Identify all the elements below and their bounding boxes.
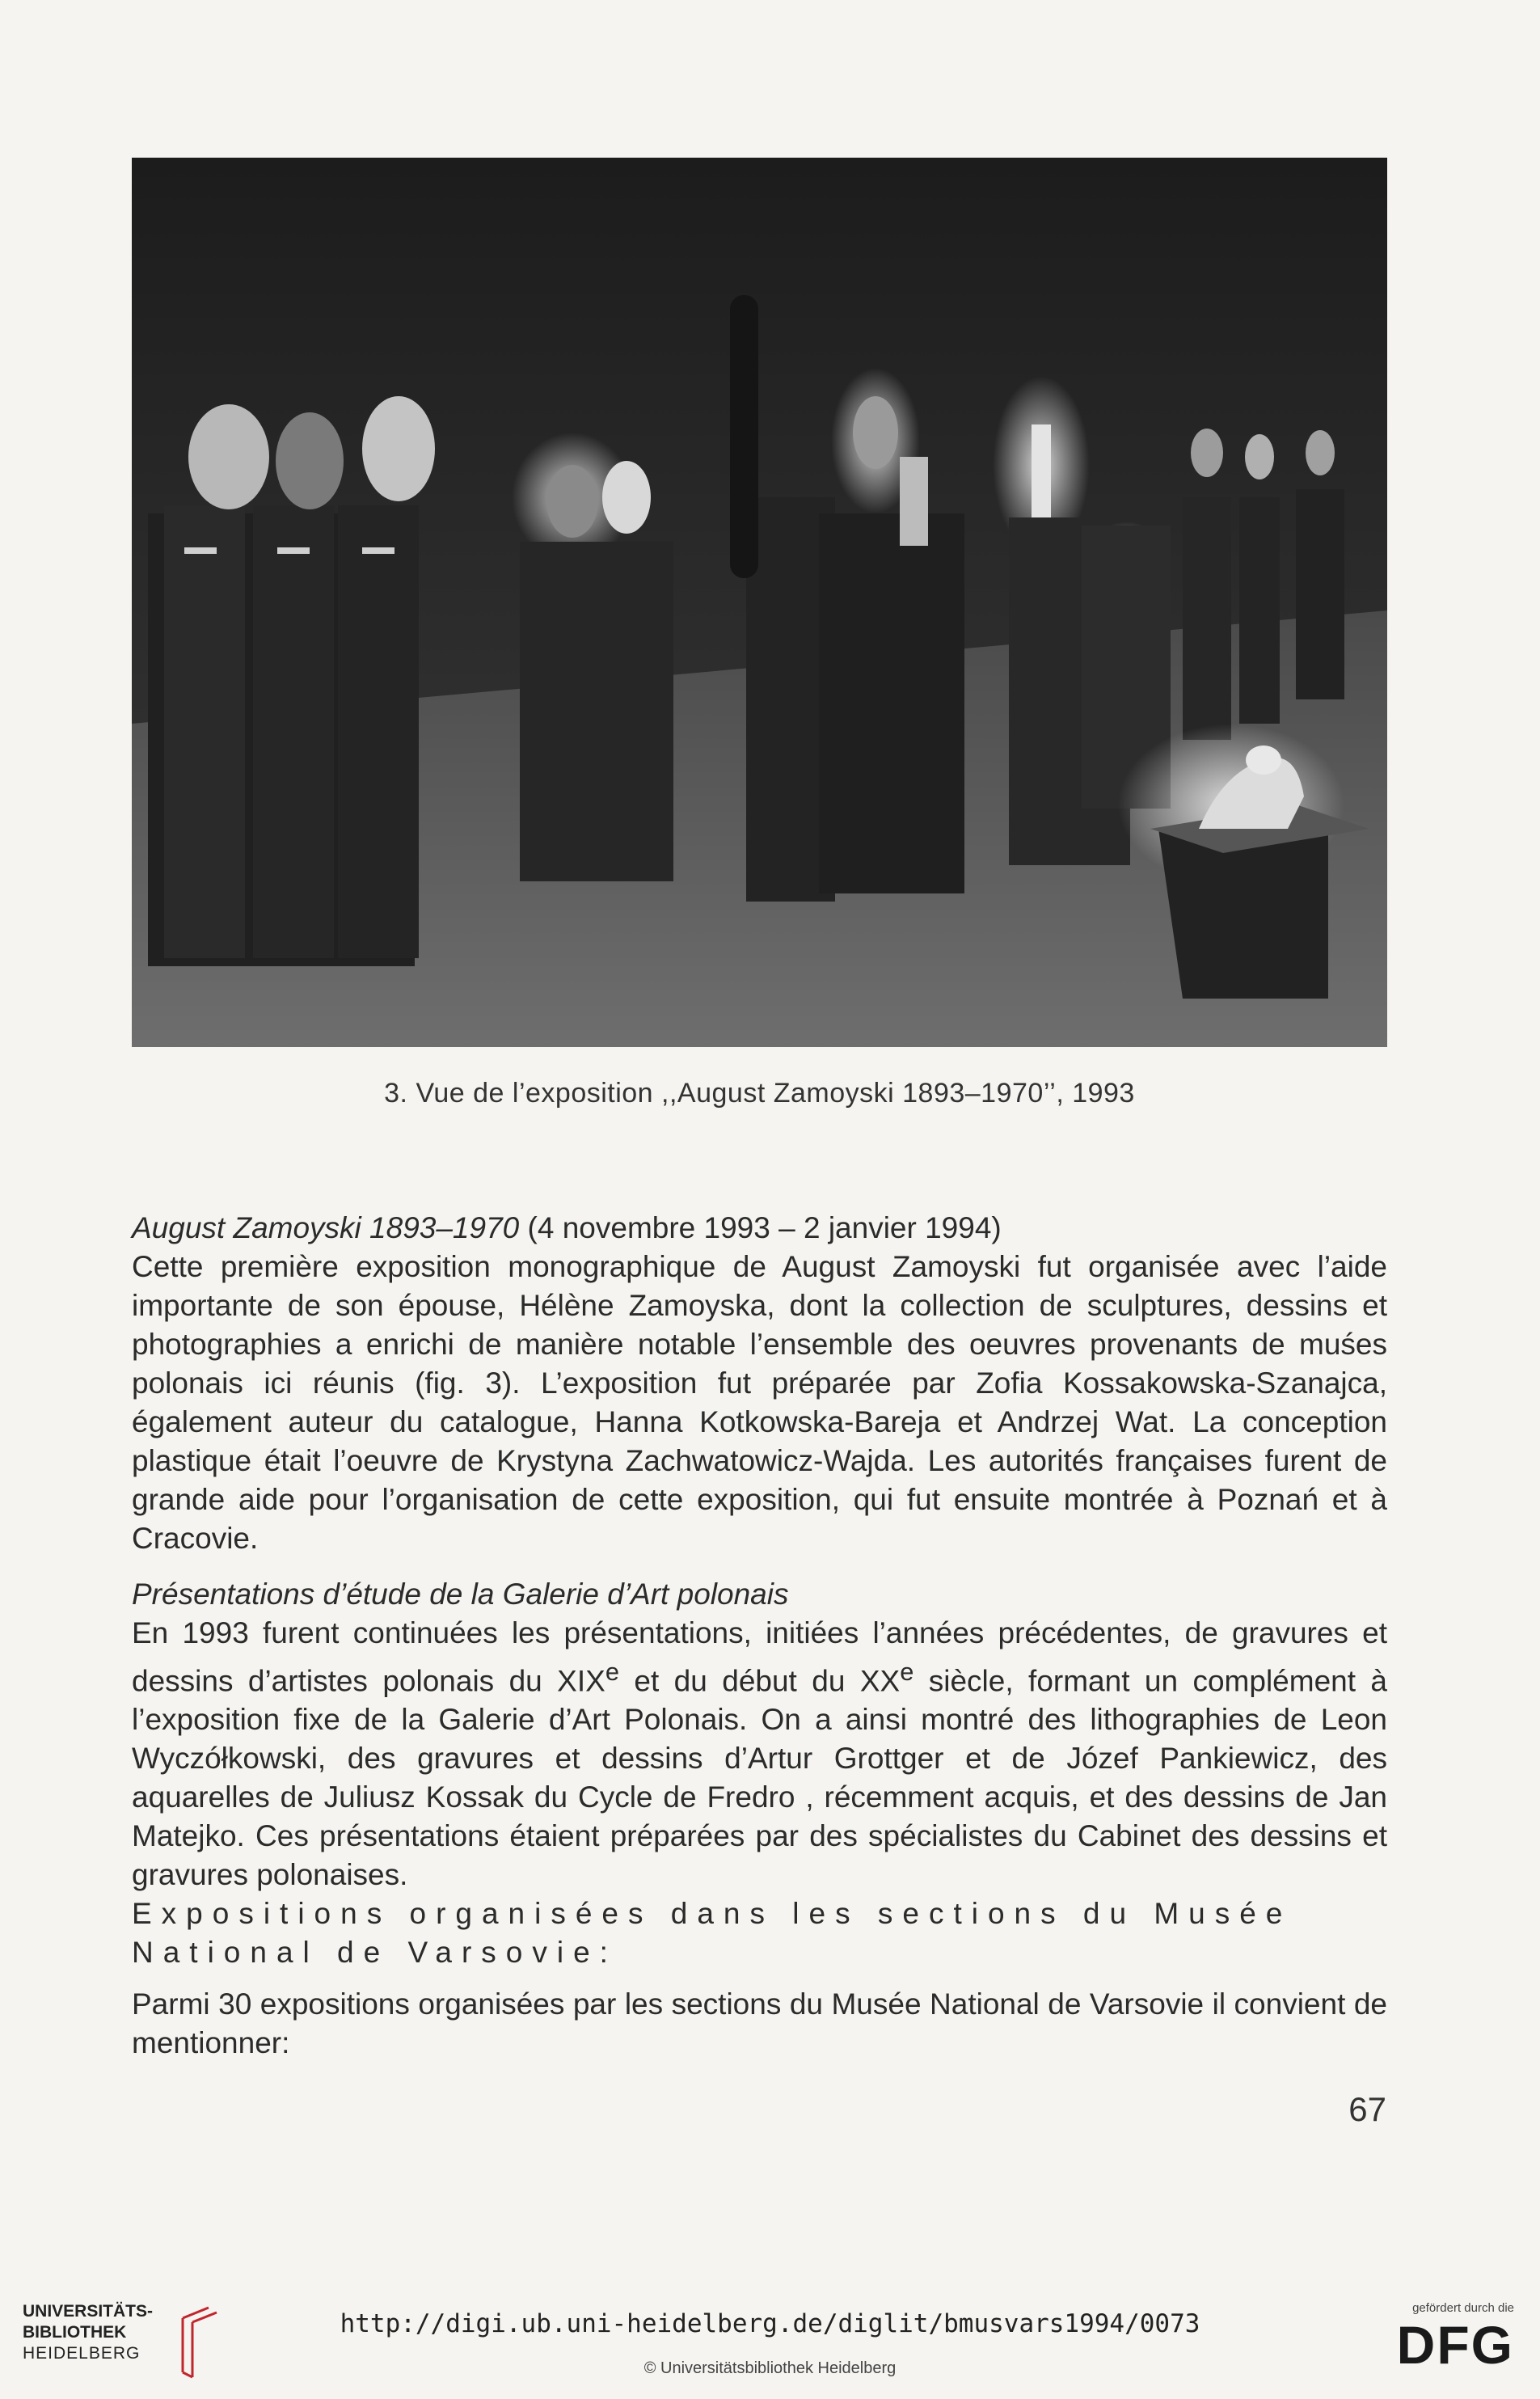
copyright-notice: © Universitätsbibliothek Heidelberg bbox=[643, 2359, 897, 2377]
section-galerie-body-2: et du début du XX bbox=[618, 1664, 901, 1698]
funder-label: gefördert durch die bbox=[1412, 2301, 1514, 2315]
section-galerie bbox=[132, 1575, 1387, 1894]
library-name-line3: HEIDELBERG bbox=[23, 2344, 141, 2363]
exhibition-photo-image bbox=[132, 158, 1387, 1047]
section-zamoyski-body: Cette première exposition monographique de August Zamoyski fut organisée avec l’aide importante de son épouse, Hélène Zamoyska, dont la collection de sculptures, dessins et photographies a enrichi de manière notable l’ensemble des oeuvres provenants de muśes polonais ici réunis (fig. 3). L’exposition fut préparée par Zofia Kossakowska-Szanajca, également auteur du catalogue, Hanna Kotkowska-Bareja et Andrzej Wat. La conception plastique était l’oeuvre de Krystyna Zachwatowicz-Wajda. Les autorités françaises furent de grande aide pour l’organisation de cette exposition, qui fut ensuite montrée à Poznań et à Cracovie. bbox=[132, 1250, 1387, 1555]
dfg-logo bbox=[1361, 2301, 1514, 2398]
exhibition-photo bbox=[132, 158, 1387, 1047]
section-zamoyski bbox=[132, 1209, 1387, 1558]
footer bbox=[0, 2280, 1540, 2399]
superscript-e: e bbox=[605, 1658, 619, 1686]
source-url-link[interactable]: http://digi.ub.uni-heidelberg.de/diglit/bmusvars1994/0073 bbox=[340, 2309, 1200, 2338]
library-name-line2: BIBLIOTHEK bbox=[23, 2323, 127, 2342]
section-galerie-title: Présentations d’étude de la Galerie d’Art polonais bbox=[132, 1578, 789, 1611]
library-name-line1: UNIVERSITÄTS- bbox=[23, 2302, 154, 2321]
section-expositions-body: Parmi 30 expositions organisées par les sections du Musée National de Varsovie il convient de mentionner: bbox=[132, 1987, 1387, 2059]
section-galerie-body-3: siècle, formant un complément à l’exposition fixe de la Galerie d’Art Polonais. On a ainsi montré des lithographies de Leon Wyczółkowski, des gravures et dessins d’Artur Grottger et de Józef Pankiewicz, des aquarelles de Juliusz Kossak du Cycle de Fredro , récemment acquis, et des dessins de Jan Matejko. Ces présentations étaient préparées par des spécialistes du Cabinet des dessins et gravures polonaises. bbox=[132, 1664, 1388, 1892]
section-zamoyski-title: August Zamoyski 1893–1970 bbox=[132, 1211, 520, 1244]
section-expositions-title: Expositions organisées dans les sections du Musée National de Varsovie: bbox=[132, 1897, 1293, 1969]
superscript-e: e bbox=[900, 1658, 914, 1686]
section-galerie-body-1: En 1993 furent continuées les présentations, initiées l’années précédentes, de gravures et dessins d’artistes polonais du XIX bbox=[132, 1616, 1387, 1698]
figure-caption: 3. Vue de l’exposition ,,August Zamoyski 1893–1970’’, 1993 bbox=[384, 1078, 1135, 1109]
section-zamoyski-dates: (4 novembre 1993 – 2 janvier 1994) bbox=[519, 1211, 1002, 1244]
dfg-logo-text: DFG bbox=[1396, 2315, 1514, 2375]
page-number: 67 bbox=[1348, 2090, 1386, 2128]
